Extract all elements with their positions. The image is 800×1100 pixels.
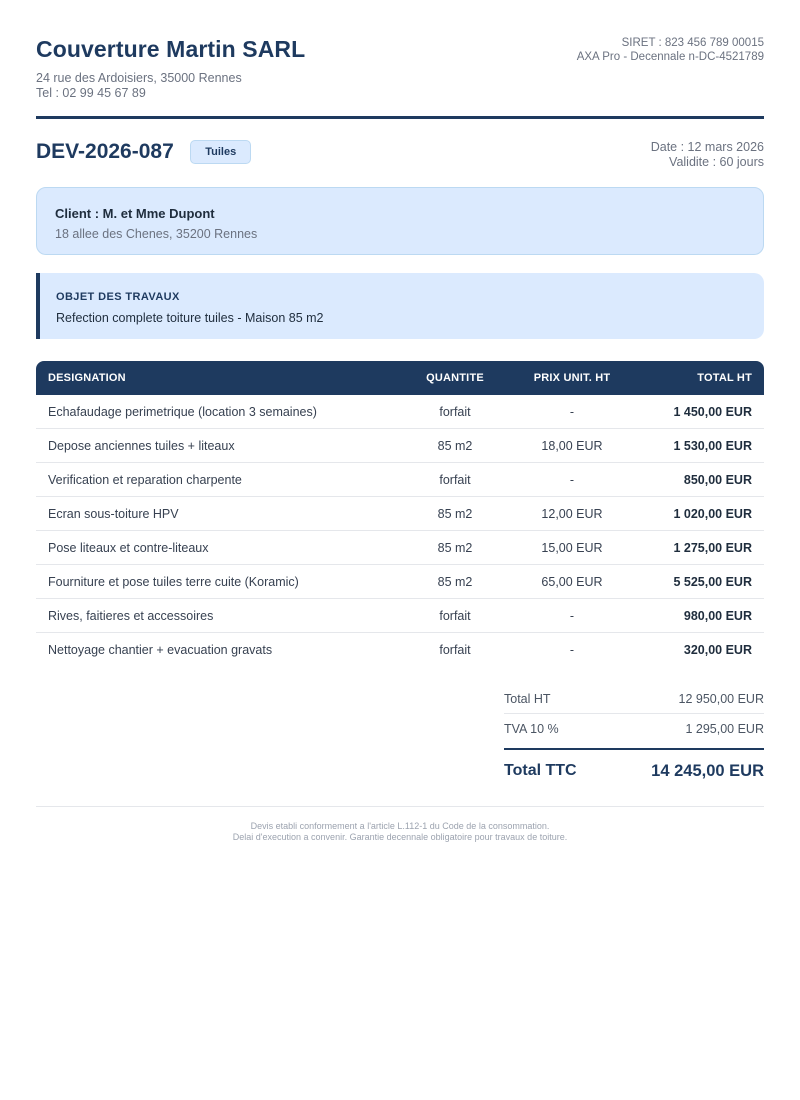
- row-designation: Depose anciennes tuiles + liteaux: [48, 438, 235, 453]
- row-quantity: forfait: [439, 643, 471, 657]
- total-ht-line: [504, 684, 764, 714]
- company-phone: Tel : 02 99 45 67 89: [36, 86, 146, 100]
- row-unit-price: -: [569, 472, 575, 487]
- row-total: 1 450,00 EUR: [673, 404, 752, 419]
- footer-line-warranty: Delai d'execution a convenir. Garantie decennale obligatoire pour travaux de toiture.: [232, 832, 568, 842]
- document-dates: [651, 140, 764, 170]
- row-unit-price: 12,00 EUR: [541, 506, 603, 521]
- company-insurance: AXA Pro - Decennale n-DC-4521789: [576, 51, 764, 63]
- header-unit-price: PRIX UNIT. HT: [533, 372, 611, 384]
- row-quantity: forfait: [439, 608, 471, 623]
- quote-date: Date : 12 mars 2026: [650, 140, 764, 154]
- row-unit-price: 15,00 EUR: [541, 540, 603, 555]
- company-header: [36, 36, 764, 116]
- row-quantity: 85 m2: [437, 574, 473, 589]
- table-row: [36, 599, 764, 633]
- row-unit-price: 18,00 EUR: [541, 438, 603, 453]
- total-ttc-label: Total TTC: [504, 762, 577, 779]
- total-ttc-line: [504, 750, 764, 792]
- row-total: 1 530,00 EUR: [673, 438, 752, 453]
- row-quantity: 85 m2: [437, 540, 473, 555]
- table-row: [36, 565, 764, 599]
- header-total: TOTAL HT: [697, 372, 752, 384]
- tva-line: [504, 714, 764, 744]
- work-object-box: [36, 273, 764, 339]
- row-designation: Verification et reparation charpente: [48, 472, 242, 487]
- row-total: 980,00 EUR: [683, 608, 752, 623]
- header-quantity: QUANTITE: [426, 372, 484, 384]
- table-row: [36, 531, 764, 565]
- footer-line-legal: Devis etabli conformement a l'article L.112-1 du Code de la consommation.: [250, 821, 550, 831]
- row-total: 5 525,00 EUR: [673, 574, 752, 589]
- table-row: [36, 429, 764, 463]
- quote-validity: Validite : 60 jours: [669, 155, 764, 169]
- client-address: 18 allee des Chenes, 35200 Rennes: [55, 227, 258, 241]
- row-designation: Pose liteaux et contre-liteaux: [48, 540, 209, 555]
- table-row: [36, 463, 764, 497]
- table-row: [36, 633, 764, 667]
- row-total: 1 020,00 EUR: [673, 506, 752, 521]
- category-badge: Tuiles: [190, 140, 251, 164]
- table-header: [36, 361, 764, 395]
- row-quantity: 85 m2: [437, 438, 473, 453]
- company-name: Couverture Martin SARL: [36, 36, 306, 62]
- header-designation: DESIGNATION: [48, 372, 126, 384]
- total-ttc-value: 14 245,00 EUR: [651, 761, 764, 780]
- row-designation: Echafaudage perimetrique (location 3 semaines): [48, 404, 317, 419]
- row-total: 1 275,00 EUR: [673, 540, 752, 555]
- work-object-title: OBJET DES TRAVAUX: [56, 291, 180, 303]
- footer-divider: [36, 806, 764, 807]
- footer-notes: [36, 821, 764, 843]
- client-box: [36, 187, 764, 255]
- row-designation: Ecran sous-toiture HPV: [48, 506, 179, 521]
- line-items-table: [36, 361, 764, 667]
- document-heading: [36, 140, 764, 174]
- quote-number: DEV-2026-087: [36, 140, 174, 163]
- row-designation: Nettoyage chantier + evacuation gravats: [48, 643, 273, 657]
- row-quantity: forfait: [439, 472, 471, 487]
- work-object-text: Refection complete toiture tuiles - Maison 85 m2: [56, 311, 324, 325]
- row-quantity: 85 m2: [437, 506, 473, 521]
- total-ht-value: 12 950,00 EUR: [678, 691, 764, 706]
- tva-label: TVA 10 %: [504, 722, 559, 736]
- row-total: 320,00 EUR: [683, 643, 752, 657]
- row-unit-price: 65,00 EUR: [541, 574, 603, 589]
- company-identifiers: [577, 36, 764, 64]
- table-row: [36, 497, 764, 531]
- client-name: Client : M. et Mme Dupont: [55, 206, 215, 221]
- row-unit-price: -: [569, 643, 575, 657]
- tva-value: 1 295,00 EUR: [685, 722, 764, 736]
- header-divider: [36, 116, 764, 119]
- row-quantity: forfait: [439, 404, 471, 419]
- company-siret: SIRET : 823 456 789 00015: [621, 37, 764, 49]
- company-address-block: [36, 71, 764, 101]
- row-total: 850,00 EUR: [683, 472, 752, 487]
- company-address: 24 rue des Ardoisiers, 35000 Rennes: [36, 71, 242, 85]
- row-designation: Fourniture et pose tuiles terre cuite (Koramic): [48, 574, 299, 589]
- row-unit-price: -: [569, 404, 575, 419]
- row-designation: Rives, faitieres et accessoires: [48, 608, 214, 623]
- total-ht-label: Total HT: [504, 691, 551, 706]
- table-row: [36, 395, 764, 429]
- row-unit-price: -: [569, 608, 575, 623]
- totals-block: [504, 684, 764, 792]
